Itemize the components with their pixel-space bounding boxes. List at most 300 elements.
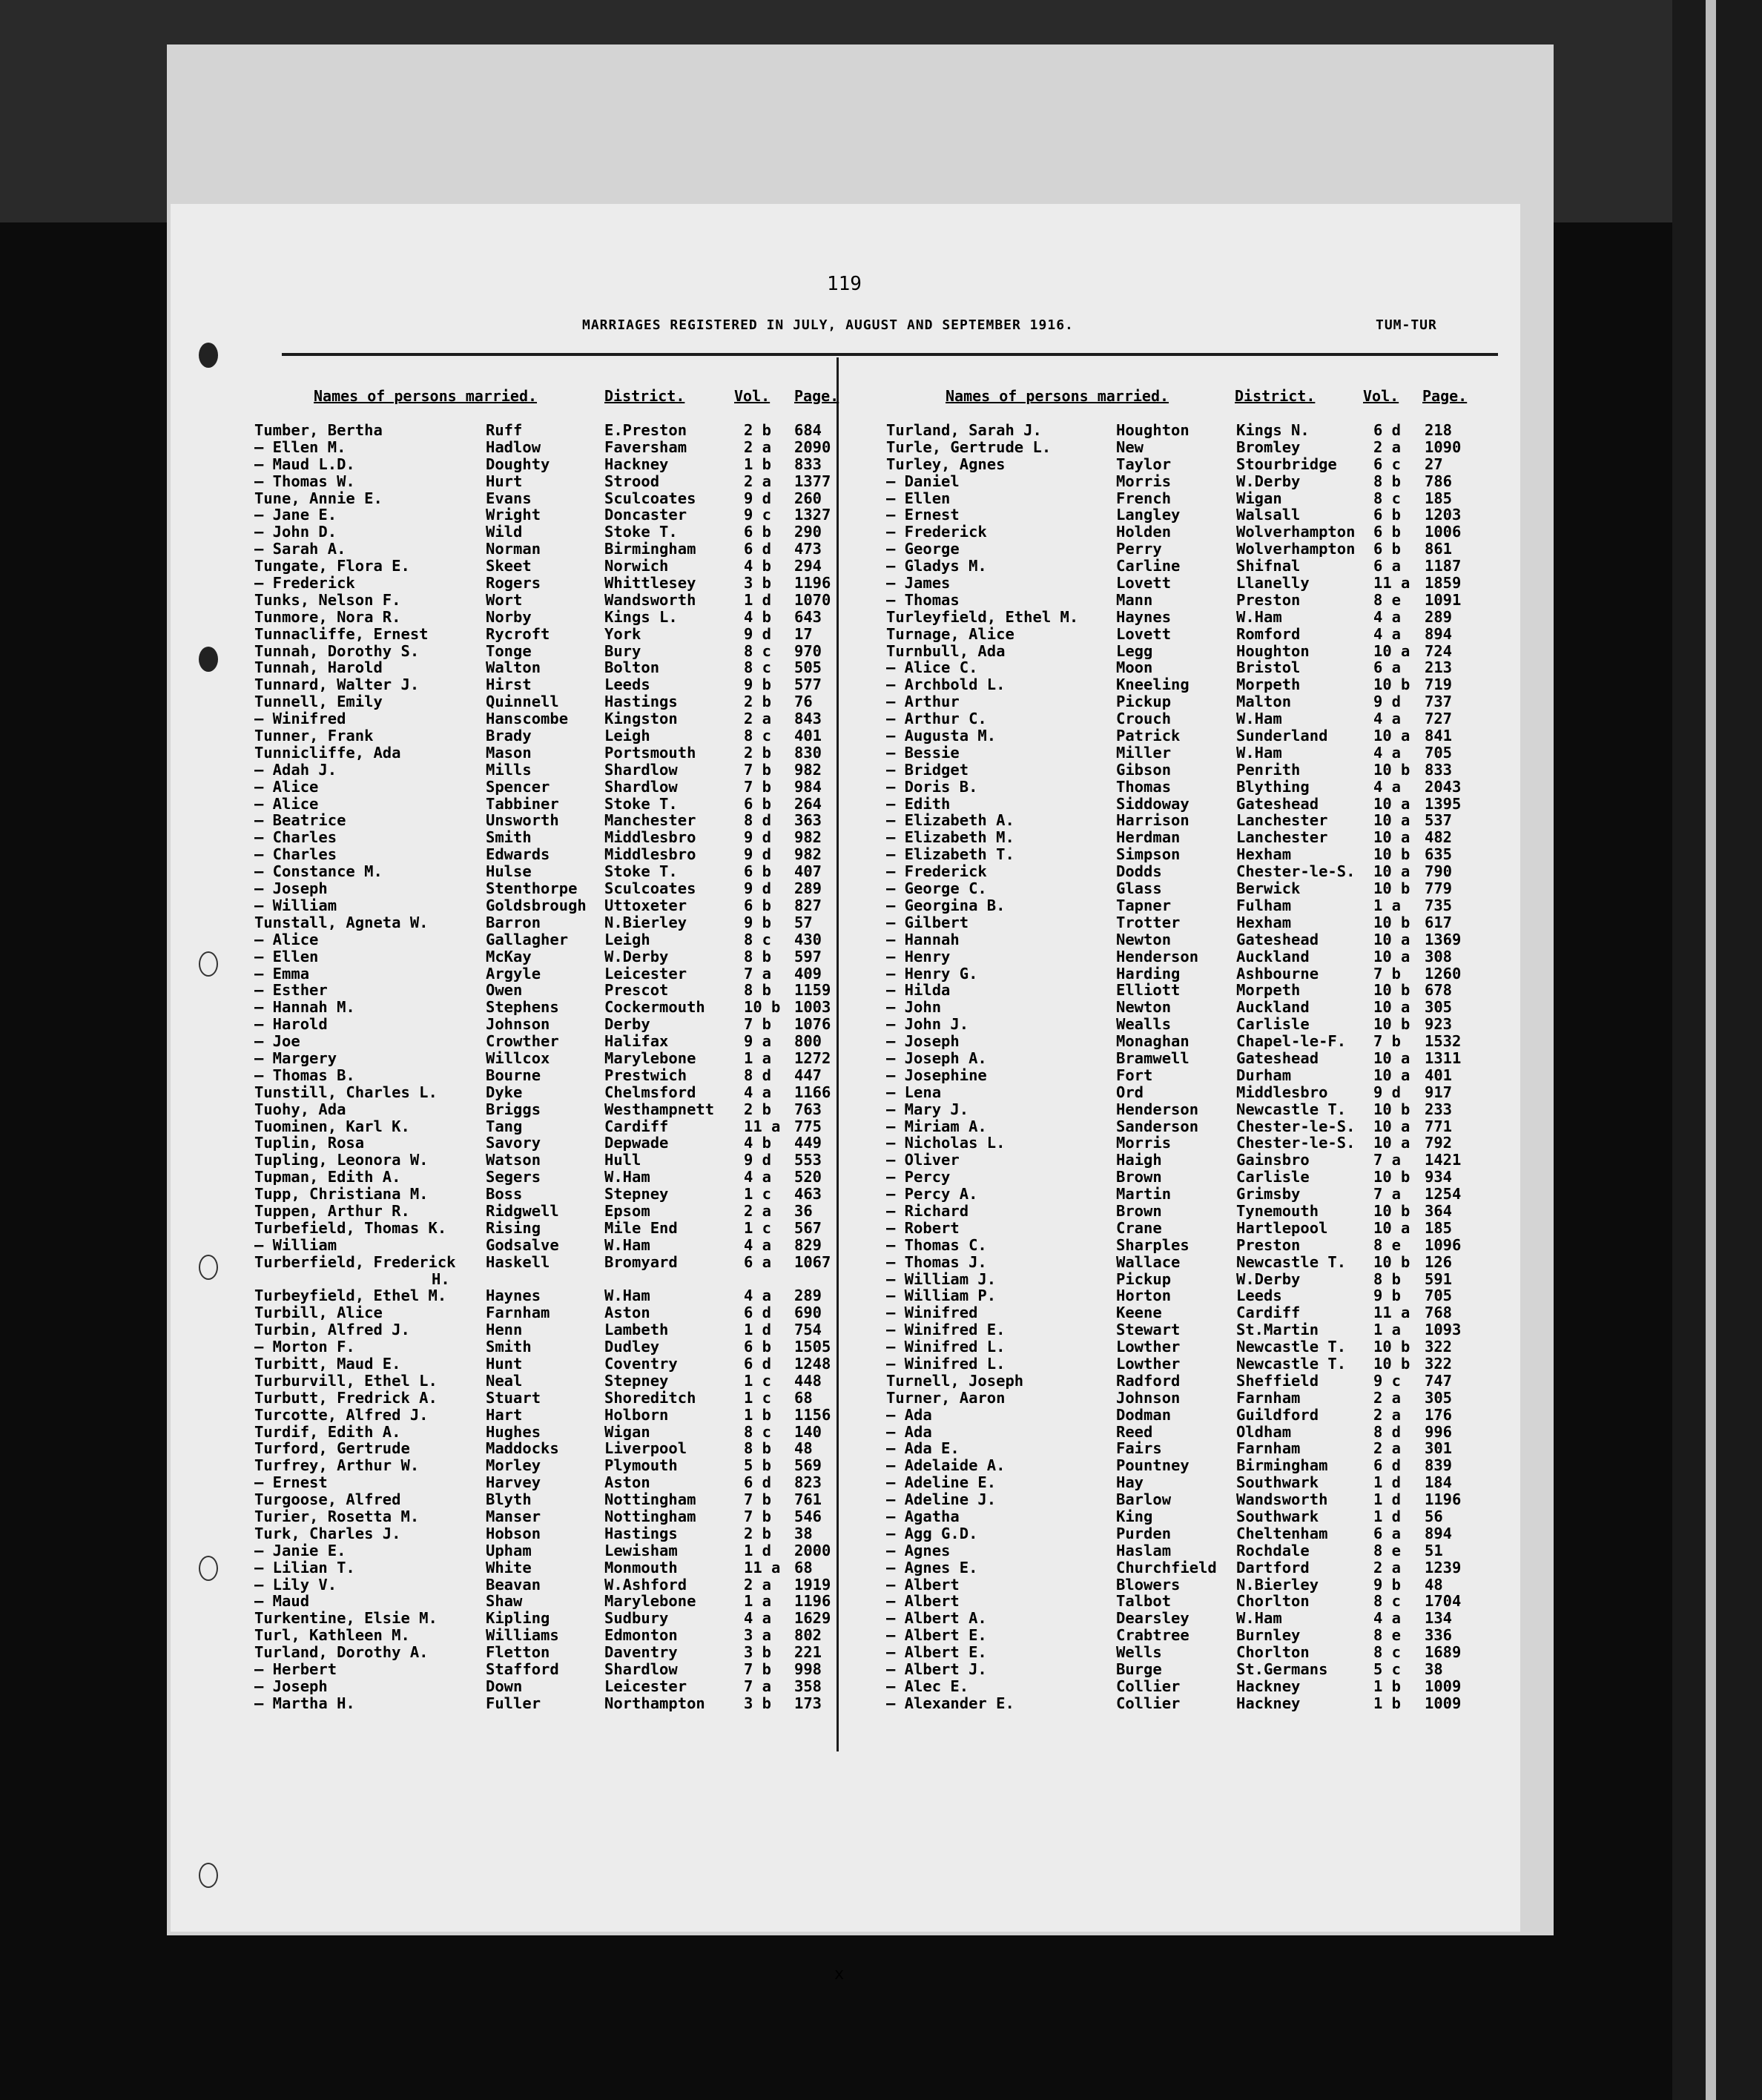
entry-spouse: Pickup [1116, 693, 1172, 711]
entry-district: Grimsby [1236, 1185, 1301, 1203]
entry-vol: 1 d [1373, 1473, 1402, 1492]
entry-vol: 4 b [744, 607, 772, 626]
entry-vol: 1 a [744, 1049, 772, 1067]
entry-vol: 4 a [1373, 743, 1402, 762]
entry-district: Hackney [1236, 1694, 1301, 1712]
entry-name: — Hannah M. [254, 998, 355, 1017]
entry-district: Wigan [604, 1422, 650, 1441]
entry-district: Kingston [604, 710, 678, 728]
entry-page: 447 [794, 1066, 822, 1084]
entry-page: 982 [794, 845, 822, 864]
entry-spouse: King [1116, 1508, 1153, 1525]
entry-spouse: Houghton [1116, 421, 1189, 439]
entry-spouse: Unsworth [486, 811, 559, 830]
entry-spouse: Gibson [1116, 760, 1172, 779]
entry-page: 2043 [1425, 777, 1462, 796]
entry-page: 786 [1425, 472, 1453, 490]
entry-name: — Alexander E. [886, 1694, 1014, 1712]
entry-name: — Jane E. [254, 506, 337, 524]
entry-spouse: Farnham [486, 1304, 550, 1322]
entry-spouse: Wells [1116, 1643, 1162, 1662]
index-range: TUM-TUR [1376, 317, 1437, 333]
entry-spouse: Brown [1116, 1168, 1162, 1186]
entry-vol: 9 d [744, 828, 772, 847]
entry-district: Stoke T. [604, 794, 678, 813]
entry-vol: 9 c [744, 506, 772, 524]
entry-row [0, 1660, 1557, 1677]
entry-row [0, 1032, 1557, 1049]
entry-page: 678 [1425, 981, 1453, 1000]
entry-district: Llanelly [1236, 574, 1310, 592]
entry-page: 260 [794, 489, 822, 507]
entry-page: 747 [1425, 1371, 1453, 1390]
entry-district: Middlesbro [604, 845, 696, 864]
entry-name: — Maud [254, 1592, 310, 1611]
entry-district: N.Bierley [604, 913, 687, 931]
entry-vol: 2 b [744, 693, 772, 711]
entry-vol: 8 c [744, 930, 772, 948]
entry-district: Newcastle T. [1236, 1252, 1347, 1271]
entry-row [0, 1304, 1557, 1321]
entry-district: Middlesbro [1236, 1083, 1328, 1101]
entry-page: 305 [1425, 1388, 1453, 1407]
entry-vol: 10 b [1373, 913, 1410, 931]
entry-district: Farnham [1236, 1439, 1301, 1458]
entry-page: 1187 [1425, 557, 1462, 575]
entry-vol: 9 b [1373, 1575, 1402, 1594]
entry-row [0, 1015, 1557, 1032]
entry-name: — Henry G. [886, 964, 978, 983]
entry-vol: 8 d [744, 811, 772, 830]
entry-name: — Albert [886, 1592, 960, 1611]
entry-page: 768 [1425, 1304, 1453, 1322]
entry-vol: 9 d [1373, 693, 1402, 711]
entry-page: 1260 [1425, 964, 1462, 983]
entry-spouse: Holden [1116, 523, 1172, 541]
entry-name: — Daniel [886, 472, 960, 490]
entry-district: Coventry [604, 1354, 678, 1373]
entry-page: 482 [1425, 828, 1453, 847]
entry-district: Lambeth [604, 1321, 669, 1339]
entry-name: — Arthur [886, 693, 960, 711]
entry-district: Hartlepool [1236, 1218, 1328, 1237]
entry-name: — Charles [254, 828, 337, 847]
entry-spouse: Bramwell [1116, 1049, 1189, 1067]
entry-page: 176 [1425, 1405, 1453, 1424]
entry-district: Whittlesey [604, 574, 696, 592]
entry-spouse: Mann [1116, 590, 1153, 609]
entry-page: 705 [1425, 743, 1453, 762]
entry-spouse: Argyle [486, 964, 541, 983]
heading-rule [282, 353, 1498, 356]
entry-page: 407 [794, 862, 822, 881]
entry-district: Kings N. [1236, 421, 1310, 439]
entry-page: 934 [1425, 1168, 1453, 1186]
entry-name: — Gladys M. [886, 557, 987, 575]
entry-district: Edmonton [604, 1626, 678, 1645]
entry-spouse: Wort [486, 590, 523, 609]
entry-vol: 2 a [1373, 438, 1402, 456]
entry-page: 829 [794, 1235, 822, 1254]
entry-name: — Adelaide A. [886, 1456, 1006, 1475]
entry-page: 48 [794, 1439, 813, 1458]
entry-name: Tungate, Flora E. [254, 557, 410, 575]
entry-page: 792 [1425, 1134, 1453, 1152]
entry-spouse: Beavan [486, 1575, 541, 1594]
entry-name: Tumber, Bertha [254, 421, 383, 439]
entry-name: Tunnell, Emily [254, 693, 383, 711]
entry-vol: 1 d [744, 590, 772, 609]
entry-name: Tuohy, Ada [254, 1100, 346, 1118]
entry-district: Daventry [604, 1643, 678, 1662]
entry-name: — Georgina B. [886, 896, 1006, 914]
entry-district: Leeds [1236, 1287, 1282, 1305]
entry-spouse: Stuart [486, 1388, 541, 1407]
entry-page: 36 [794, 1201, 813, 1220]
entry-district: Leeds [604, 676, 650, 694]
entry-district: Stepney [604, 1185, 669, 1203]
entry-district: W.Ham [1236, 710, 1282, 728]
entry-spouse: Segers [486, 1168, 541, 1186]
entry-page: 735 [1425, 896, 1453, 914]
entry-row [0, 1270, 1557, 1287]
entry-vol: 10 a [1373, 811, 1410, 830]
entry-spouse: Perry [1116, 540, 1162, 558]
entry-district: Chelmsford [604, 1083, 696, 1101]
entry-district: Cheltenham [1236, 1524, 1328, 1542]
entry-spouse: Wright [486, 506, 541, 524]
entry-vol: 10 b [744, 998, 781, 1017]
entry-district: Hexham [1236, 913, 1292, 931]
page-heading: MARRIAGES REGISTERED IN JULY, AUGUST AND SEPTEMBER 1916. [582, 317, 1074, 333]
entry-spouse: Dyke [486, 1083, 523, 1101]
entry-name: — Ada [886, 1422, 932, 1441]
entry-spouse: Monaghan [1116, 1032, 1189, 1051]
entry-spouse: Reed [1116, 1422, 1153, 1441]
entry-district: Shifnal [1236, 557, 1301, 575]
entry-vol: 4 a [1373, 1609, 1402, 1628]
entry-spouse: Barlow [1116, 1490, 1172, 1509]
entry-spouse: Haynes [486, 1287, 541, 1305]
entry-district: Chorlton [1236, 1643, 1310, 1662]
entry-vol: 10 b [1373, 760, 1410, 779]
entry-vol: 10 a [1373, 1117, 1410, 1135]
entry-vol: 9 d [744, 489, 772, 507]
entry-spouse: Newton [1116, 930, 1172, 948]
entry-district: Northampton [604, 1694, 705, 1712]
entry-page: 775 [794, 1117, 822, 1135]
entry-name: — Morton F. [254, 1338, 355, 1356]
entry-vol: 2 a [1373, 1405, 1402, 1424]
film-border-right [1672, 0, 1762, 2100]
entry-district: Gateshead [1236, 794, 1319, 813]
entry-vol: 10 b [1373, 1168, 1410, 1186]
entry-district: Newcastle T. [1236, 1338, 1347, 1356]
entry-page: 737 [1425, 693, 1453, 711]
entry-row [0, 761, 1557, 778]
entry-page: 322 [1425, 1354, 1453, 1373]
entry-name: Turleyfield, Ethel M. [886, 607, 1079, 626]
entry-district: Gainsbro [1236, 1151, 1310, 1169]
entry-page: 984 [794, 777, 822, 796]
entry-name: — Augusta M. [886, 727, 997, 745]
entry-district: Houghton [1236, 641, 1310, 660]
entry-row [0, 693, 1557, 710]
entry-name: Tunner, Frank [254, 727, 374, 745]
entry-vol: 6 b [744, 523, 772, 541]
entry-name: — Albert E. [886, 1626, 987, 1645]
entry-page: 690 [794, 1304, 822, 1322]
entry-row [0, 1236, 1557, 1253]
entry-vol: 1 c [744, 1371, 772, 1390]
entry-page: 684 [794, 421, 822, 439]
entry-page: 894 [1425, 1524, 1453, 1542]
entry-page: 1096 [1425, 1235, 1462, 1254]
entry-name: Tuppen, Arthur R. [254, 1201, 410, 1220]
entry-name: — George C. [886, 879, 987, 898]
entry-page: 449 [794, 1134, 822, 1152]
entry-spouse: Ord [1116, 1083, 1144, 1101]
entry-vol: 8 c [1373, 1592, 1402, 1611]
entry-vol: 2 b [744, 743, 772, 762]
entry-vol: 7 b [744, 760, 772, 779]
entry-vol: 10 a [1373, 998, 1410, 1017]
entry-row [0, 845, 1557, 862]
entry-name: — Alice [254, 794, 319, 813]
entry-spouse: Crouch [1116, 710, 1172, 728]
entry-vol: 7 a [744, 964, 772, 983]
entry-row [0, 591, 1557, 608]
entry-page: 1196 [794, 574, 831, 592]
entry-name: — Thomas J. [886, 1252, 987, 1271]
entry-name: — Winifred L. [886, 1338, 1006, 1356]
entry-name: — William [254, 1235, 337, 1254]
entry-row [0, 472, 1557, 489]
entry-vol: 4 a [1373, 777, 1402, 796]
entry-vol: 5 c [1373, 1660, 1402, 1679]
entry-page: 1009 [1425, 1694, 1462, 1712]
entry-vol: 11 a [1373, 574, 1410, 592]
entry-page: 336 [1425, 1626, 1453, 1645]
entry-spouse: Crowther [486, 1032, 559, 1051]
entry-spouse: Hobson [486, 1524, 541, 1542]
entry-page: 358 [794, 1677, 822, 1695]
col-header-page: Page. [794, 387, 839, 405]
entry-name: Turier, Rosetta M. [254, 1508, 420, 1525]
entry-row [0, 1525, 1557, 1542]
entry-vol: 8 c [1373, 1643, 1402, 1662]
entry-page: 1859 [1425, 574, 1462, 592]
entry-name: — Adah J. [254, 760, 337, 779]
entry-page: 982 [794, 828, 822, 847]
entry-district: Chester-le-S. [1236, 1117, 1356, 1135]
entry-vol: 6 b [1373, 506, 1402, 524]
entry-page: 2000 [794, 1541, 831, 1559]
entry-district: Lanchester [1236, 828, 1328, 847]
entry-spouse: Langley [1116, 506, 1181, 524]
entry-vol: 8 e [1373, 1626, 1402, 1645]
entry-page: 463 [794, 1185, 822, 1203]
entry-district: Rochdale [1236, 1541, 1310, 1559]
entry-name: — Oliver [886, 1151, 960, 1169]
entry-spouse: White [486, 1558, 532, 1576]
entry-spouse: Tabbiner [486, 794, 559, 813]
entry-spouse: Kipling [486, 1609, 550, 1628]
entry-page: 705 [1425, 1287, 1453, 1305]
entry-district: Walsall [1236, 506, 1301, 524]
entry-vol: 2 a [744, 1575, 772, 1594]
entry-district: Marylebone [604, 1049, 696, 1067]
entry-spouse: Patrick [1116, 727, 1181, 745]
entry-district: Shardlow [604, 760, 678, 779]
entry-spouse: Haigh [1116, 1151, 1162, 1169]
entry-page: 917 [1425, 1083, 1453, 1101]
entry-page: 289 [1425, 607, 1453, 626]
entry-row [0, 1168, 1557, 1185]
entry-row [0, 1609, 1557, 1626]
entry-spouse: Glass [1116, 879, 1162, 898]
entry-page: 27 [1425, 455, 1443, 473]
entry-district: Leicester [604, 1677, 687, 1695]
entry-district: Cardiff [604, 1117, 669, 1135]
entry-spouse: Taylor [1116, 455, 1172, 473]
entry-spouse: Haslam [1116, 1541, 1172, 1559]
entry-vol: 10 b [1373, 1354, 1410, 1373]
entry-page: 1532 [1425, 1032, 1462, 1051]
entry-district: Carlisle [1236, 1015, 1310, 1034]
entry-district: Dartford [1236, 1558, 1310, 1576]
entry-spouse: New [1116, 438, 1144, 456]
entry-name: — Beatrice [254, 811, 346, 830]
entry-district: Bromyard [604, 1252, 678, 1271]
entry-page: 546 [794, 1508, 822, 1525]
entry-row [0, 574, 1557, 591]
entry-spouse: Johnson [1116, 1388, 1181, 1407]
entry-name: — Robert [886, 1218, 960, 1237]
entry-name: — Agatha [886, 1508, 960, 1525]
entry-name: Tunks, Nelson F. [254, 590, 401, 609]
entry-page: 68 [794, 1388, 813, 1407]
entry-district: Ashbourne [1236, 964, 1319, 983]
entry-spouse: Elliott [1116, 981, 1181, 1000]
entry-page: 1076 [794, 1015, 831, 1034]
entry-name: Tuplin, Rosa [254, 1134, 365, 1152]
entry-row [0, 1151, 1557, 1168]
entry-vol: 2 a [744, 710, 772, 728]
entry-name: — Adeline E. [886, 1473, 997, 1492]
entry-spouse: Sharples [1116, 1235, 1189, 1254]
entry-page: 591 [1425, 1269, 1453, 1288]
entry-spouse: Fletton [486, 1643, 550, 1662]
entry-page: 401 [1425, 1066, 1453, 1084]
entry-name: — Herbert [254, 1660, 337, 1679]
entry-name: — Richard [886, 1201, 969, 1220]
entry-spouse: Lovett [1116, 624, 1172, 643]
entry-name: — Frederick [886, 862, 987, 881]
right-entry-list [0, 421, 1557, 1711]
entry-district: Shardlow [604, 777, 678, 796]
entry-page: 1254 [1425, 1185, 1462, 1203]
entry-district: Shoreditch [604, 1388, 696, 1407]
entry-name: — Alice [254, 930, 319, 948]
entry-page: 996 [1425, 1422, 1453, 1441]
entry-spouse: Martin [1116, 1185, 1172, 1203]
entry-row [0, 1355, 1557, 1372]
entry-page: 409 [794, 964, 822, 983]
entry-district: Norwich [604, 557, 669, 575]
entry-page: 577 [794, 676, 822, 694]
entry-vol: 10 b [1373, 1100, 1410, 1118]
entry-vol: 7 b [744, 1490, 772, 1509]
entry-spouse: Collier [1116, 1677, 1181, 1695]
entry-vol: 10 a [1373, 1134, 1410, 1152]
entry-vol: 6 c [1373, 455, 1402, 473]
entry-row [0, 981, 1557, 998]
entry-name: — Charles [254, 845, 337, 864]
entry-vol: 7 a [1373, 1151, 1402, 1169]
entry-vol: 6 b [744, 794, 772, 813]
entry-name: — Percy A. [886, 1185, 978, 1203]
entry-vol: 10 b [1373, 1338, 1410, 1356]
entry-page: 802 [794, 1626, 822, 1645]
entry-district: Epsom [604, 1201, 650, 1220]
entry-vol: 6 d [744, 540, 772, 558]
entry-vol: 4 a [744, 1609, 772, 1628]
page-number: 119 [827, 273, 862, 295]
entry-name: — Winifred [886, 1304, 978, 1322]
entry-name: — Albert A. [886, 1609, 987, 1628]
entry-spouse: Wealls [1116, 1015, 1172, 1034]
entry-name: Turdif, Edith A. [254, 1422, 401, 1441]
entry-vol: 10 b [1373, 879, 1410, 898]
entry-spouse: Rising [486, 1218, 541, 1237]
entry-district: Hastings [604, 693, 678, 711]
entry-page: 724 [1425, 641, 1453, 660]
entry-district: Birmingham [1236, 1456, 1328, 1475]
entry-row [0, 1117, 1557, 1135]
entry-spouse: Horton [1116, 1287, 1172, 1305]
entry-district: Preston [1236, 590, 1301, 609]
entry-name: — Miriam A. [886, 1117, 987, 1135]
entry-vol: 8 b [1373, 472, 1402, 490]
entry-vol: 1 b [1373, 1694, 1402, 1712]
entry-spouse: Blowers [1116, 1575, 1181, 1594]
entry-district: Depwade [604, 1134, 669, 1152]
entry-page: 301 [1425, 1439, 1453, 1458]
entry-row [0, 1338, 1557, 1355]
entry-vol: 6 d [744, 1354, 772, 1373]
entry-name: — Sarah A. [254, 540, 346, 558]
entry-district: Uttoxeter [604, 896, 687, 914]
entry-vol: 6 d [1373, 421, 1402, 439]
entry-page: 841 [1425, 727, 1453, 745]
entry-row [0, 658, 1557, 676]
entry-spouse: Lowther [1116, 1354, 1181, 1373]
entry-spouse: Stephens [486, 998, 559, 1017]
entry-vol: 6 b [1373, 523, 1402, 541]
entry-spouse: Evans [486, 489, 532, 507]
entry-page: 597 [794, 947, 822, 965]
entry-name: — John [886, 998, 942, 1017]
entry-name: Tupman, Edith A. [254, 1168, 401, 1186]
entry-name: Turgoose, Alfred [254, 1490, 401, 1509]
entry-name: Tupp, Christiana M. [254, 1185, 429, 1203]
entry-row [0, 1508, 1557, 1525]
entry-page: 401 [794, 727, 822, 745]
entry-vol: 4 a [1373, 607, 1402, 626]
entry-name: — Agnes E. [886, 1558, 978, 1576]
entry-spouse: Watson [486, 1151, 541, 1169]
